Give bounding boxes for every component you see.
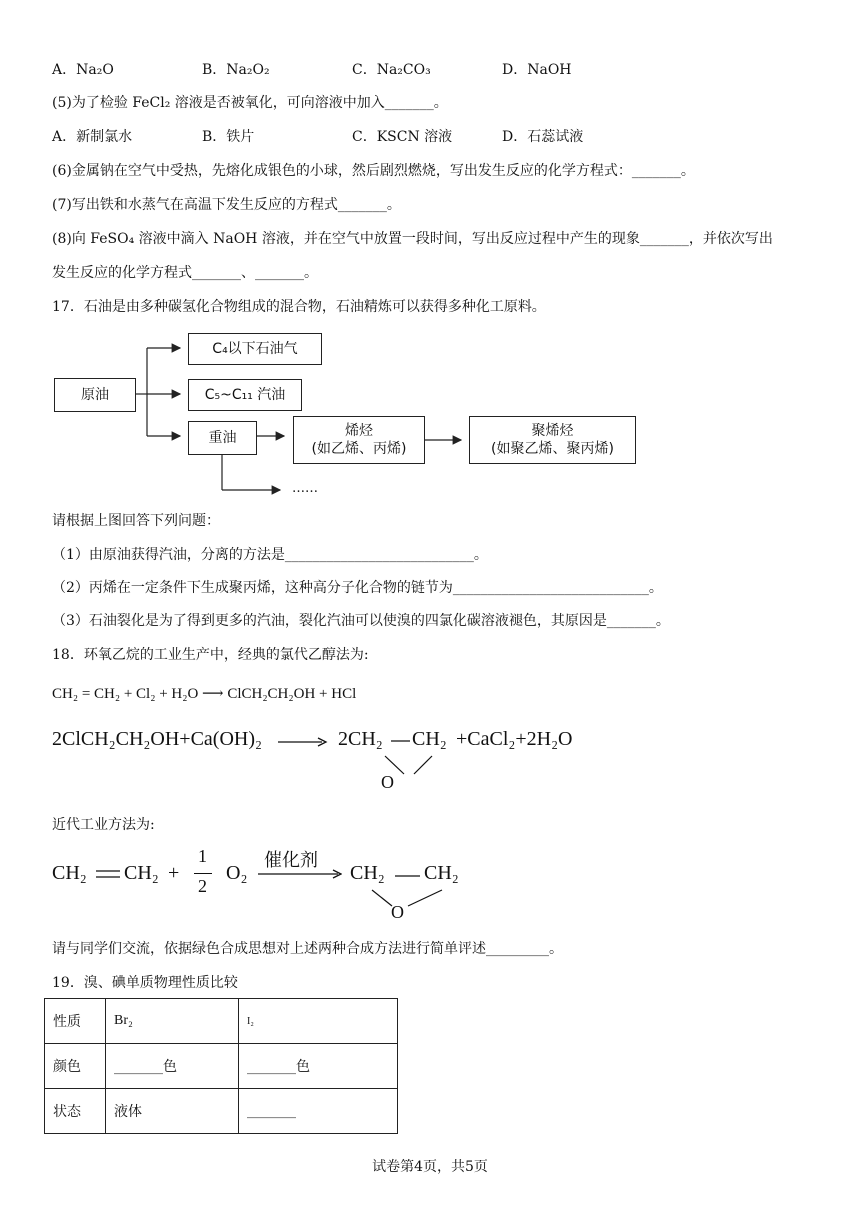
q17-intro: 请根据上图回答下列问题： <box>52 513 220 529</box>
eq3-plus: + <box>168 862 180 884</box>
table-cell: _______色 <box>239 1044 398 1089</box>
table-cell: 状态 <box>45 1089 106 1134</box>
option-c: C．Na₂CO₃ <box>352 62 431 78</box>
eq3-ring-left: CH₂ <box>350 862 385 884</box>
option-d: D．NaOH <box>502 62 572 78</box>
eq2-ring-left: 2CH₂ <box>338 728 383 750</box>
eq3-ethene-right: CH₂ <box>124 862 159 884</box>
q19-stem: 19．溴、碘单质物理性质比较 <box>52 975 238 991</box>
olefin-examples: (如乙烯、丙烯) <box>311 441 407 457</box>
more-products-ellipsis: …… <box>292 481 318 496</box>
eq3-ring-oxygen: O <box>391 902 404 922</box>
polyolefin-box <box>469 416 636 464</box>
q16-part8-line1: (8)向 FeSO₄ 溶液中滴入 NaOH 溶液，并在空气中放置一段时间，写出反应过程中产生的现象_______，并依次写出 <box>52 231 773 247</box>
q17-sub3: （3）石油裂化是为了得到更多的汽油，裂化汽油可以使溴的四氯化碳溶液褪色，其原因是_______。 <box>52 613 670 629</box>
table-row <box>45 1044 398 1089</box>
q18-evaluation-prompt: 请与同学们交流，依据绿色合成思想对上述两种合成方法进行简单评述_________。 <box>52 941 563 957</box>
option-b: B．铁片 <box>202 129 255 145</box>
q17-sub1: （1）由原油获得汽油，分离的方法是___________________________。 <box>52 547 488 563</box>
heavy-oil-box: 重油 <box>188 421 257 455</box>
table-cell: 颜色 <box>45 1044 106 1089</box>
table-cell: 性质 <box>45 999 106 1044</box>
double-bond <box>94 866 122 882</box>
eq3-ethene-left: CH₂ <box>52 862 87 884</box>
petroleum-gas-box: C₄以下石油气 <box>188 333 322 365</box>
table-row <box>45 1089 398 1134</box>
table-cell: _______色 <box>106 1044 239 1089</box>
eq2-ring-right: CH₂ <box>412 728 447 750</box>
fraction-denominator: 2 <box>198 876 207 896</box>
crude-oil-box: 原油 <box>54 378 136 412</box>
option-a: A．Na₂O <box>52 62 114 78</box>
q16-part7: (7)写出铁和水蒸气在高温下发生反应的方程式_______。 <box>52 197 401 213</box>
epoxide-ring-bonds <box>350 846 470 922</box>
eq3-ring-right: CH₂ <box>424 862 459 884</box>
fraction-numerator: 1 <box>198 846 207 866</box>
halogen-properties-table <box>44 998 398 1134</box>
option-b: B．Na₂O₂ <box>202 62 270 78</box>
epoxide-ring-bonds <box>352 726 462 786</box>
eq2-reactants: 2ClCH₂CH₂OH+Ca(OH)₂ <box>52 728 262 750</box>
q17-sub2: （2）丙烯在一定条件下生成聚丙烯，这种高分子化合物的链节为____________________________。 <box>52 580 663 596</box>
olefin-box <box>293 416 425 464</box>
reaction-arrow-icon <box>278 736 328 748</box>
refining-flow-arrows <box>0 0 860 520</box>
q16-part6: (6)金属钠在空气中受热，先熔化成银色的小球，然后剧烈燃烧，写出发生反应的化学方程式：_______。 <box>52 163 695 179</box>
option-c: C．KSCN 溶液 <box>352 129 453 145</box>
eq2-products: +CaCl₂+2H₂O <box>456 728 573 750</box>
polyolefin-examples: (如聚乙烯、聚丙烯) <box>491 441 614 457</box>
table-row <box>45 999 398 1044</box>
catalyst-label: 催化剂 <box>264 850 318 871</box>
table-cell: 液体 <box>106 1089 239 1134</box>
table-cell: I₂ <box>239 999 398 1044</box>
equation-3 <box>52 846 492 922</box>
option-a: A．新制氯水 <box>52 129 133 145</box>
q17-stem: 17．石油是由多种碳氢化合物组成的混合物，石油精炼可以获得多种化工原料。 <box>52 299 546 315</box>
catalyst-arrow-icon <box>258 868 342 880</box>
q16-part5: (5)为了检验 FeCl₂ 溶液是否被氧化，可向溶液中加入_______。 <box>52 95 448 111</box>
table-cell: _______ <box>239 1089 398 1134</box>
polyolefin-label: 聚烯烃 <box>531 423 574 439</box>
table-cell: Br₂ <box>106 999 239 1044</box>
q18-stem: 18．环氧乙烷的工业生产中，经典的氯代乙醇法为: <box>52 647 369 663</box>
eq3-oxygen: O₂ <box>226 862 248 884</box>
option-d: D．石蕊试液 <box>502 129 584 145</box>
modern-method-label: 近代工业方法为: <box>52 817 155 833</box>
equation-1: CH₂ = CH₂ + Cl₂ + H₂O ⟶ ClCH₂CH₂OH + HCl <box>52 686 357 702</box>
eq2-ring-oxygen: O <box>381 772 394 792</box>
page-footer: 试卷第4页，共5页 <box>372 1159 488 1175</box>
gasoline-box: C₅~C₁₁ 汽油 <box>188 379 302 411</box>
q16-part8-line2: 发生反应的化学方程式_______、_______。 <box>52 265 318 281</box>
olefin-label: 烯烃 <box>345 423 373 439</box>
equation-2 <box>52 726 612 796</box>
fraction-bar <box>194 873 212 874</box>
